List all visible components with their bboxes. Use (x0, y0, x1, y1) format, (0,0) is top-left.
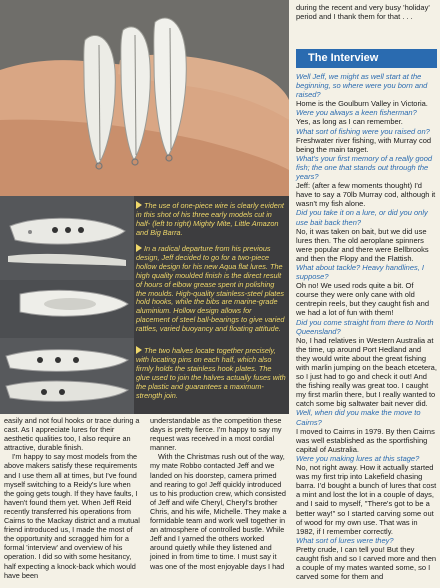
interview-question: What about tackle? Heavy handlines, I suppose? (296, 262, 424, 282)
interview-answer: No, it was taken on bait, but we did use lures then. The old aeroplane spinners were popular and there were Bellbrooks and then the Flopy and the Flattish. (296, 226, 429, 263)
hand-with-lures-photo (0, 0, 289, 196)
interview-question: Did you take it on a lure, or did you only use bait back then? (296, 208, 428, 227)
interview-answer: Jeff: (after a few moments thought) I'd have to say a 70lb Murray cod, although it wasn't my fish alone. (296, 181, 436, 209)
caption-1: The use of one-piece wire is clearly evident in this shot of his three early models cut in half- (left to right) Mighty Mite, Little Amazon and Big Barra. (136, 201, 284, 237)
interview-answer: I moved to Cairns in 1979. By then Cairns was well established as the sportfishing capital of Australia. (296, 426, 435, 454)
interview-question: Were you making lures at this stage? (296, 453, 420, 463)
caption-arrow-icon (136, 244, 142, 252)
interview-question: Well, when did you make the move to Cairns? (296, 408, 421, 427)
caption-arrow-icon (136, 201, 142, 209)
interview-answer: Yes, as long as I can remember. (296, 117, 403, 127)
caption-2: In a radical departure from his previous design, Jeff decided to go for a two-piece hollow design for his new Aqua flat lures. The high quality moulded finish is the direct result of hours of elbow grease spent in polishing the moulds. High-quality stainless-steel plates hold hooks, while the bibs are marine-grade aluminium. Hollow design allows for placement of steel ball-bearings to give varied rattles, varied buoyancy and floating attitude. (136, 244, 285, 334)
paragraph: With the Christmas rush out of the way, my mate Robbo contacted Jeff and we landed on his doorstep, camera primed and rearing to go! Jeff quickly introduced us to his production crew, which consisted of Jeff and wife Cheryl, Cheryl's brother Chris, and his wife, Michelle. They make a formidable team and work well together in an atmosphere of controlled bustle. While Jeff and I yarned the others worked around quietly while they listened and joined in from time to time. I must say it was one of the most enjoyable days I had (150, 452, 287, 571)
interview-question: Did you come straight from there to North Queensland? (296, 317, 434, 336)
lure-half-photo-1 (0, 196, 134, 280)
lure-half-photo-2 (0, 280, 134, 338)
interview-answer: No, I had relatives in Western Australia at the time, up around Port Hedland and they would write about the great fishing with marlin jumping on the beach etcetera, so I just had to go and check it out! And the fishing really was great too. I caught my first marlin there, but I really wanted to catch some big saltwater bait never did. (296, 335, 437, 409)
paragraph: understandable as the competition these days is pretty fierce. I'm happy to say my request was received in a most cordial manner. (150, 416, 282, 453)
interview-heading-box (296, 49, 437, 68)
interview-question: Well Jeff, we might as well start at the beginning, so where were you born and raised? (296, 72, 428, 100)
interview-answer: Pretty crude, I can tell you! But they caught fish and so I carved more and then a couple of my mates wanted some, so I carved some for them and (296, 544, 437, 582)
right-column-intro: during the recent and very busy 'holiday' period and I thank them for that . . . (296, 3, 430, 22)
interview-answer: Freshwater river fishing, with Murray cod being the main target. (296, 135, 432, 154)
paragraph: easily and not foul hooks or trace during a cast. As I appreciate lures for their aesthetic qualities too, I also require an attractive, durable finish. (4, 416, 140, 453)
interview-question: What's your first memory of a really good fish; the one that stands out through the years? (296, 153, 433, 182)
interview-text (296, 72, 437, 581)
interview-answer: No, not right away. How it actually started was my first trip into Lakefield chasing barra. I'd bought a bunch of lures that cost a mint and lost the lot in a couple of days, and I said to myself, "There's got to be a better way!" so I started carving some out of wood for my own use. That was in 1982, if I remember correctly. (296, 463, 437, 536)
interview-question: Were you always a keen fisherman? (296, 108, 417, 118)
interview-answer: Oh no! We used rods quite a bit. Of course they were only cane with old centrepin reels, but they caught fish and we had a lot of fun with them! (296, 281, 430, 318)
caption-arrow-icon (136, 346, 142, 354)
interview-answer: Home is the Goulburn Valley in Victoria. (296, 99, 428, 109)
interview-title: The Interview (308, 52, 379, 64)
paragraph: I'm happy to say most models from the above makers satisfy these requirements and I use them all at times, but I've found myself switching to a Reidy's lure when the going gets tough. If they have faults, I haven't found them yet. When Jeff Reid recently transferred his operations from Cairns to the Mackay district and a mutual friend introduced us, I made the most of the opportunity and scragged him for a formal 'interview' and overview of his operation. I did so with some hesitancy, half expecting a knock-back which would have been (4, 452, 140, 580)
body-column-left (4, 416, 142, 580)
interview-question: What sort of lures were they? (296, 535, 394, 545)
caption-3: The two halves locate together precisely, with locating pins on each half, which also firmly holds the stainless hook plates. The glue used to join the halves actually fuses with the plastic and guarantees a maximum-strength join. (136, 346, 286, 400)
lure-half-photo-3 (0, 338, 134, 414)
interview-question: What sort of fishing were you raised on? (296, 126, 430, 136)
body-column-middle (150, 416, 288, 571)
